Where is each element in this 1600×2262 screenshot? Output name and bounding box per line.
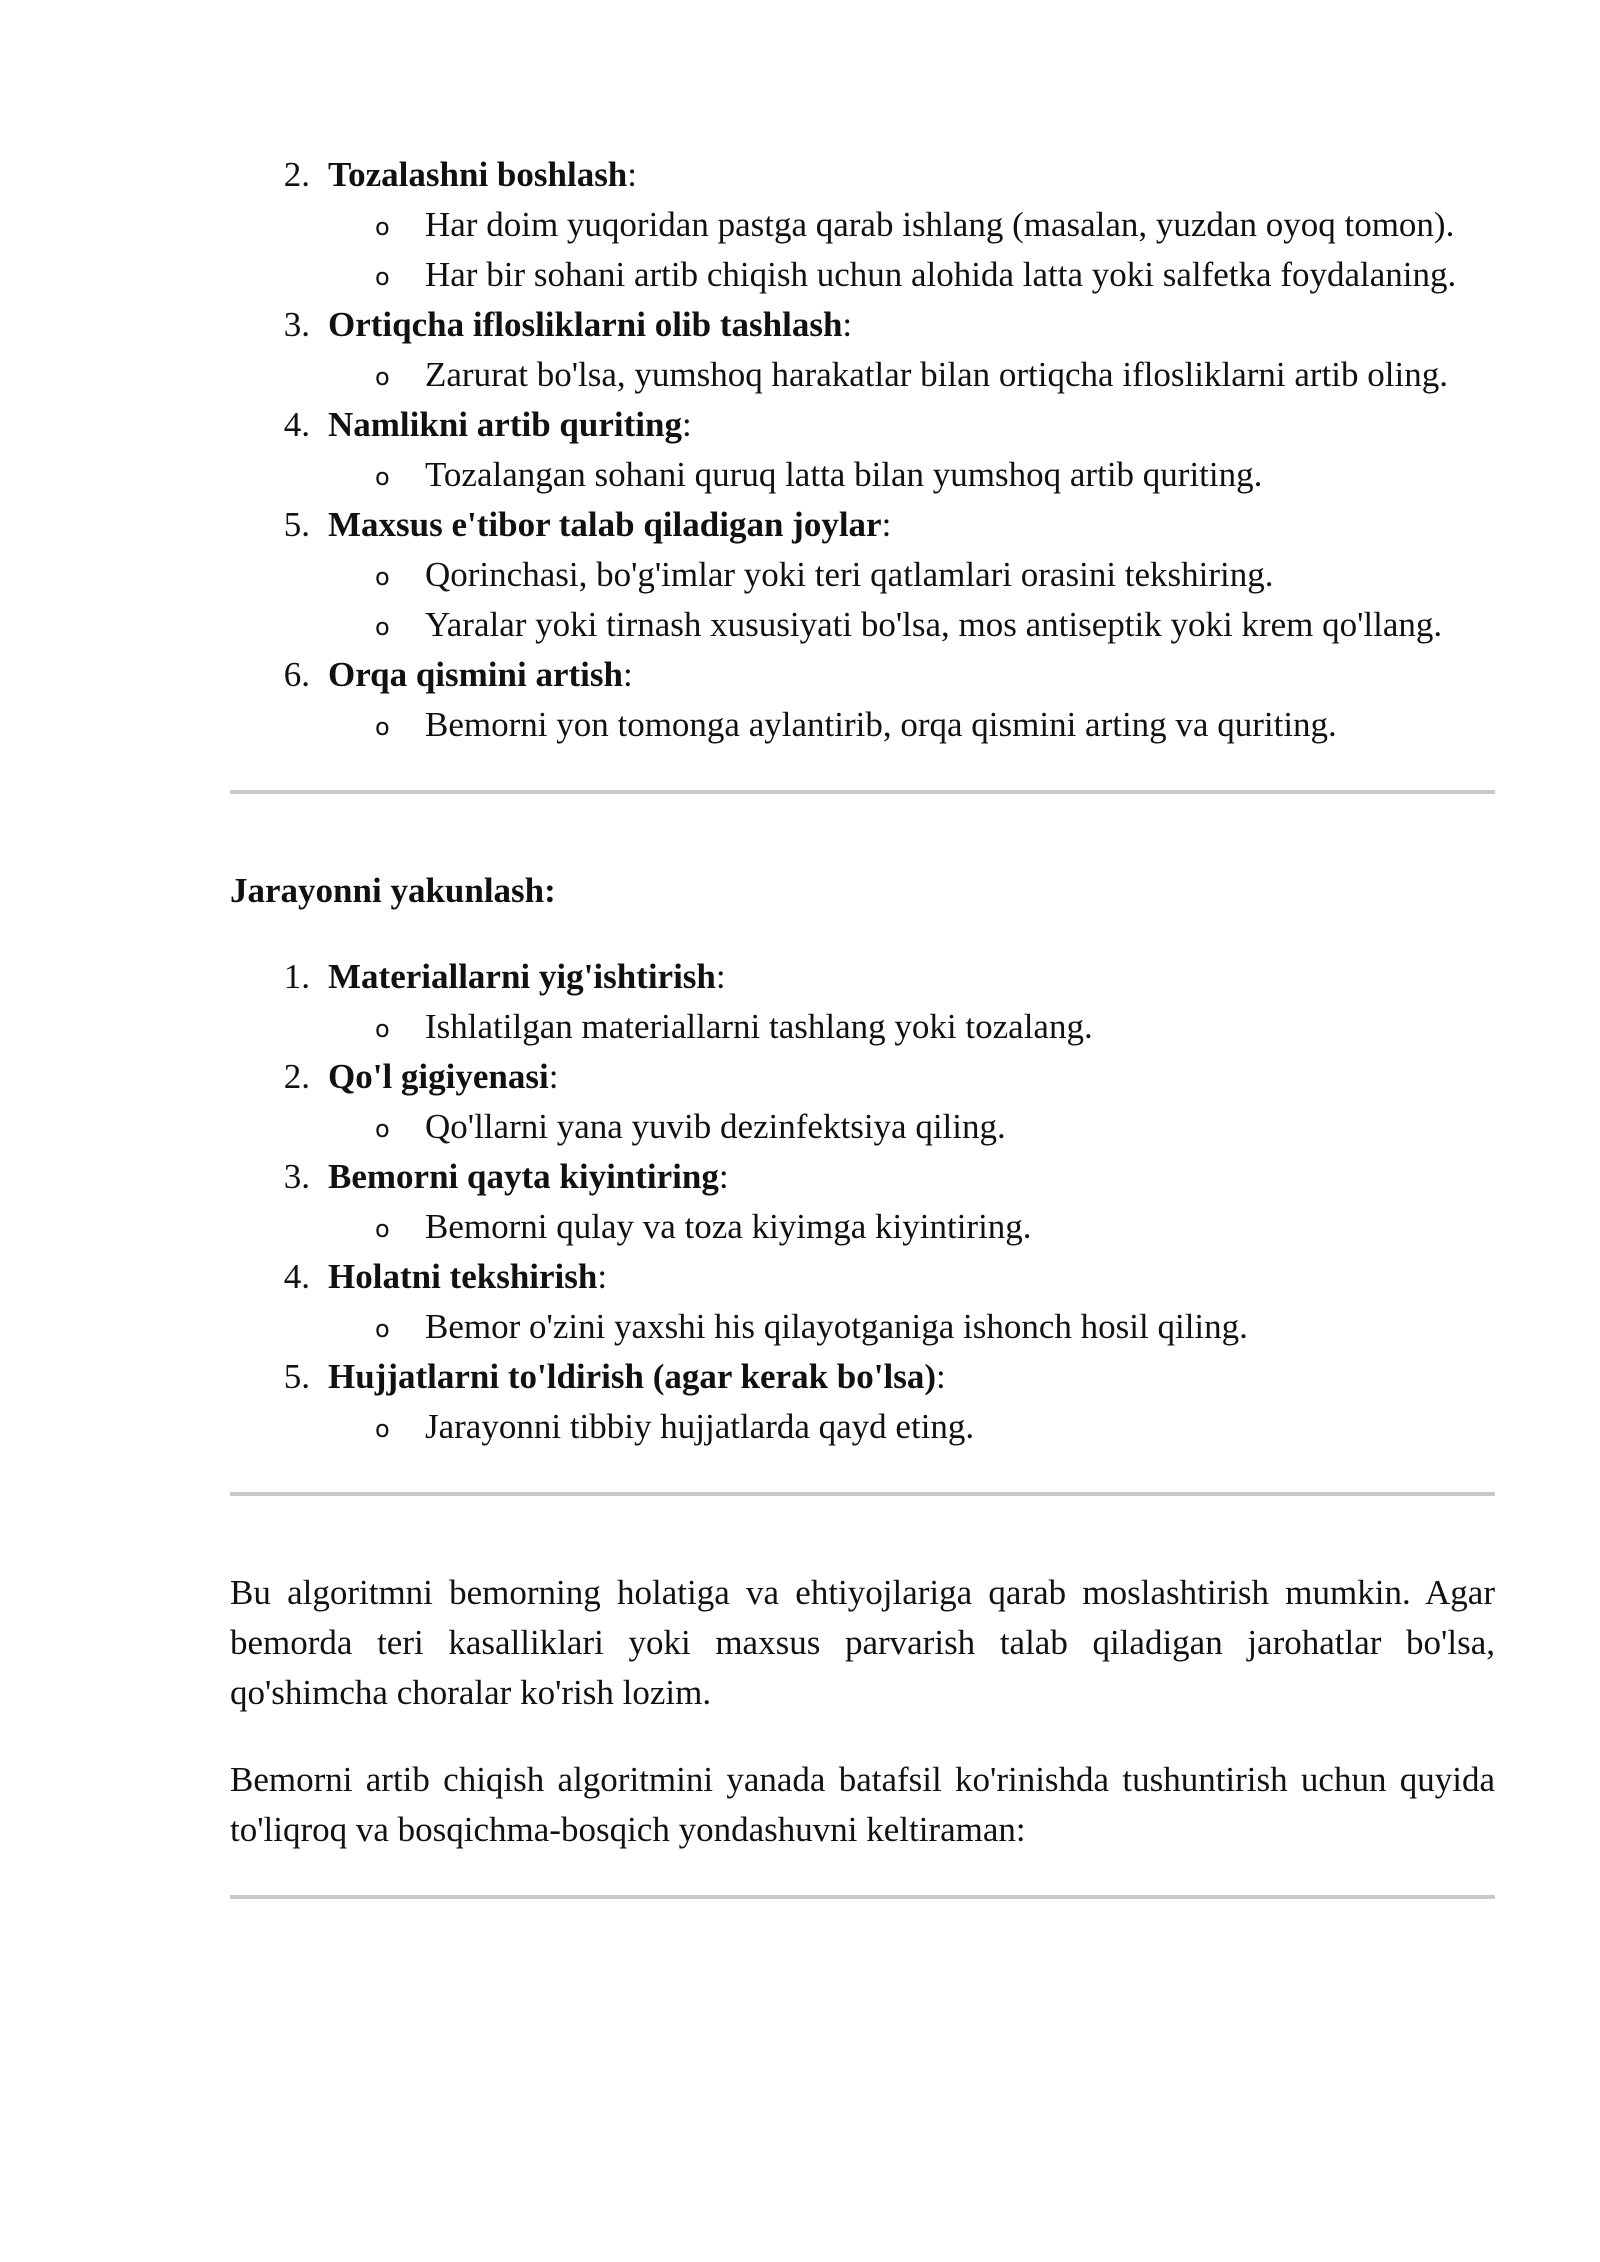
step-title: Tozalashni boshlash: bbox=[328, 155, 638, 194]
step-item bbox=[230, 1152, 1495, 1252]
step-number: 4. bbox=[283, 405, 310, 444]
sub-item: o Qo'llarni yana yuvib dezinfektsiya qiling. bbox=[328, 1102, 1495, 1152]
step-number: 3. bbox=[283, 1157, 310, 1196]
step-title: Maxsus e'tibor talab qiladigan joylar: bbox=[328, 505, 892, 544]
circle-bullet-icon: o bbox=[375, 263, 390, 291]
circle-bullet-icon: o bbox=[375, 463, 390, 491]
step-title: Qo'l gigiyenasi: bbox=[328, 1057, 559, 1096]
step-title: Hujjatlarni to'ldirish (agar kerak bo'lsa): bbox=[328, 1357, 946, 1396]
step-number: 5. bbox=[283, 505, 310, 544]
sub-item: o Bemorni yon tomonga aylantirib, orqa qismini arting va quriting. bbox=[328, 700, 1495, 750]
step-item bbox=[230, 1252, 1495, 1352]
step-item bbox=[230, 300, 1495, 400]
document-page bbox=[230, 150, 1495, 1899]
circle-bullet-icon: o bbox=[375, 213, 390, 241]
step-number: 2. bbox=[283, 1057, 310, 1096]
step-number: 5. bbox=[283, 1357, 310, 1396]
circle-bullet-icon: o bbox=[375, 1415, 390, 1443]
circle-bullet-icon: o bbox=[375, 363, 390, 391]
sub-item: o Yaralar yoki tirnash xususiyati bo'lsa, mos antiseptik yoki krem qo'llang. bbox=[328, 600, 1495, 650]
intro-paragraph: Bemorni artib chiqish algoritmini yanada batafsil ko'rinishda tushuntirish uchun quyida to'liqroq va bosqichma-bosqich yondashuvni keltiraman: bbox=[230, 1760, 1495, 1849]
sub-item: o Bemorni qulay va toza kiyimga kiyintiring. bbox=[328, 1202, 1495, 1252]
sub-item: o Bemor o'zini yaxshi his qilayotganiga ishonch hosil qiling. bbox=[328, 1302, 1495, 1352]
step-title: Bemorni qayta kiyintiring: bbox=[328, 1157, 729, 1196]
closing-paragraph: Bu algoritmni bemorning holatiga va ehtiyojlariga qarab moslashtirish mumkin. Agar bemorda teri kasalliklari yoki maxsus parvarish talab qiladigan jarohatlar bo'lsa, qo'shimcha choralar ko'rish lozim. bbox=[230, 1573, 1495, 1712]
step-number: 6. bbox=[283, 655, 310, 694]
step-title: Namlikni artib quriting: bbox=[328, 405, 692, 444]
sub-list bbox=[328, 350, 1495, 400]
sub-item: o Zarurat bo'lsa, yumshoq harakatlar bilan ortiqcha iflosliklarni artib oling. bbox=[328, 350, 1495, 400]
circle-bullet-icon: o bbox=[375, 1115, 390, 1143]
step-title: Orqa qismini artish: bbox=[328, 655, 633, 694]
step-title: Holatni tekshirish: bbox=[328, 1257, 608, 1296]
sub-list bbox=[328, 1302, 1495, 1352]
step-title: Materiallarni yig'ishtirish: bbox=[328, 957, 726, 996]
sub-item: o Tozalangan sohani quruq latta bilan yumshoq artib quriting. bbox=[328, 450, 1495, 500]
step-number: 3. bbox=[283, 305, 310, 344]
sub-list bbox=[328, 200, 1495, 300]
circle-bullet-icon: o bbox=[375, 1015, 390, 1043]
sub-item: o Qorinchasi, bo'g'imlar yoki teri qatlamlari orasini tekshiring. bbox=[328, 550, 1495, 600]
sub-list bbox=[328, 700, 1495, 750]
sub-list bbox=[328, 1202, 1495, 1252]
sub-list bbox=[328, 450, 1495, 500]
section-divider bbox=[230, 790, 1495, 794]
step-item bbox=[230, 150, 1495, 300]
sub-list bbox=[328, 1002, 1495, 1052]
sub-list bbox=[328, 550, 1495, 650]
circle-bullet-icon: o bbox=[375, 1215, 390, 1243]
sub-item: o Ishlatilgan materiallarni tashlang yoki tozalang. bbox=[328, 1002, 1495, 1052]
step-item bbox=[230, 400, 1495, 500]
step-item bbox=[230, 1352, 1495, 1452]
step-number: 1. bbox=[283, 957, 310, 996]
step-title: Ortiqcha iflosliklarni olib tashlash: bbox=[328, 305, 853, 344]
section-heading: Jarayonni yakunlash: bbox=[230, 871, 556, 910]
section-divider bbox=[230, 1895, 1495, 1899]
cleaning-steps-list bbox=[230, 150, 1495, 750]
step-item bbox=[230, 952, 1495, 1052]
step-number: 4. bbox=[283, 1257, 310, 1296]
step-item bbox=[230, 500, 1495, 650]
circle-bullet-icon: o bbox=[375, 613, 390, 641]
step-item bbox=[230, 1052, 1495, 1152]
circle-bullet-icon: o bbox=[375, 563, 390, 591]
circle-bullet-icon: o bbox=[375, 1315, 390, 1343]
section-divider bbox=[230, 1492, 1495, 1496]
sub-list bbox=[328, 1102, 1495, 1152]
step-number: 2. bbox=[283, 155, 310, 194]
sub-item: o Har doim yuqoridan pastga qarab ishlang (masalan, yuzdan oyoq tomon). bbox=[328, 200, 1495, 250]
sub-item: o Jarayonni tibbiy hujjatlarda qayd eting. bbox=[328, 1402, 1495, 1452]
finishing-steps-list bbox=[230, 952, 1495, 1452]
sub-list bbox=[328, 1402, 1495, 1452]
sub-item: o Har bir sohani artib chiqish uchun alohida latta yoki salfetka foydalaning. bbox=[328, 250, 1495, 300]
step-item bbox=[230, 650, 1495, 750]
circle-bullet-icon: o bbox=[375, 713, 390, 741]
